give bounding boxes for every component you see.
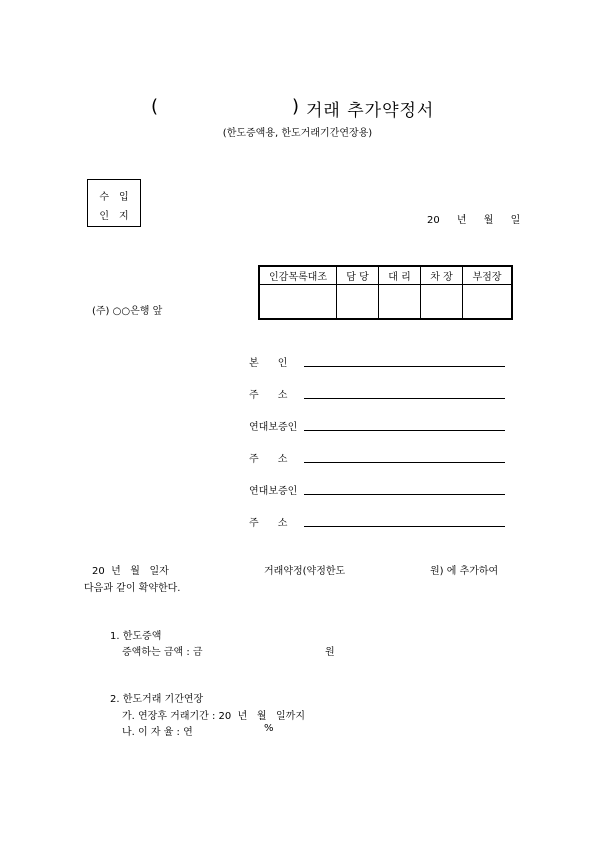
party-fill-line[interactable] — [304, 462, 505, 463]
party-row-principal — [249, 354, 507, 368]
party-fill-line[interactable] — [304, 398, 505, 399]
party-row-guarantor-2 — [249, 482, 507, 496]
approval-sign-cell[interactable] — [421, 285, 463, 320]
body-suffix: 원) 에 추가하여 — [430, 566, 499, 577]
section-2-item-b-unit: % — [264, 723, 274, 734]
party-label: 본 인 — [249, 358, 288, 369]
party-fill-line[interactable] — [304, 430, 505, 431]
section-2-item-a: 가. 연장후 거래기간 : 20 년 월 일까지 — [122, 711, 305, 722]
approval-header-row — [259, 266, 512, 285]
approval-header-seal-check: 인감목록대조 — [259, 266, 337, 285]
approval-sign-cell[interactable] — [259, 285, 337, 320]
document-date: 20 년 월 일 — [427, 215, 521, 226]
title-text: 거래 추가약정서 — [306, 101, 435, 121]
document-subtitle: (한도증액용, 한도거래기간연장용) — [222, 128, 373, 139]
party-label: 주 소 — [249, 454, 288, 465]
body-middle: 거래약정(약정한도 — [264, 566, 346, 577]
party-fill-line[interactable] — [304, 494, 505, 495]
party-row-address — [249, 386, 507, 400]
party-label: 주 소 — [249, 518, 288, 529]
party-label: 연대보증인 — [249, 486, 298, 497]
approval-sign-cell[interactable] — [463, 285, 513, 320]
addressee: (주) ○○은행 앞 — [92, 306, 163, 317]
body-line-2: 다음과 같이 확약한다. — [84, 583, 181, 594]
approval-sign-cell[interactable] — [337, 285, 379, 320]
party-row-guarantor-2-address — [249, 514, 507, 528]
approval-table — [258, 265, 513, 320]
section-1-heading: 1. 한도증액 — [110, 631, 162, 642]
approval-header-manager: 차 장 — [421, 266, 463, 285]
party-row-guarantor — [249, 418, 507, 432]
section-2-item-b-label: 나. 이 자 율 : 연 — [122, 727, 193, 738]
party-fill-line[interactable] — [304, 366, 505, 367]
revenue-stamp-box — [87, 179, 141, 227]
approval-header-staff: 담 당 — [337, 266, 379, 285]
stamp-line-1: 수입 — [99, 192, 139, 203]
section-1-amount-unit: 원 — [325, 647, 335, 658]
party-label: 주 소 — [249, 390, 288, 401]
party-fill-line[interactable] — [304, 526, 505, 527]
body-prefix: 20 년 월 일자 — [92, 566, 169, 577]
title-open-paren: ( — [151, 96, 159, 117]
stamp-line-2: 인지 — [99, 211, 139, 222]
approval-sign-cell[interactable] — [379, 285, 421, 320]
title-close-paren: ) — [292, 96, 300, 117]
party-label: 연대보증인 — [249, 422, 298, 433]
approval-header-branch-head: 부점장 — [463, 266, 513, 285]
approval-sign-row — [259, 285, 512, 320]
party-row-guarantor-address — [249, 450, 507, 464]
approval-header-deputy: 대 리 — [379, 266, 421, 285]
section-2-heading: 2. 한도거래 기간연장 — [110, 694, 204, 705]
section-1-amount-label: 증액하는 금액 : 금 — [122, 647, 203, 658]
